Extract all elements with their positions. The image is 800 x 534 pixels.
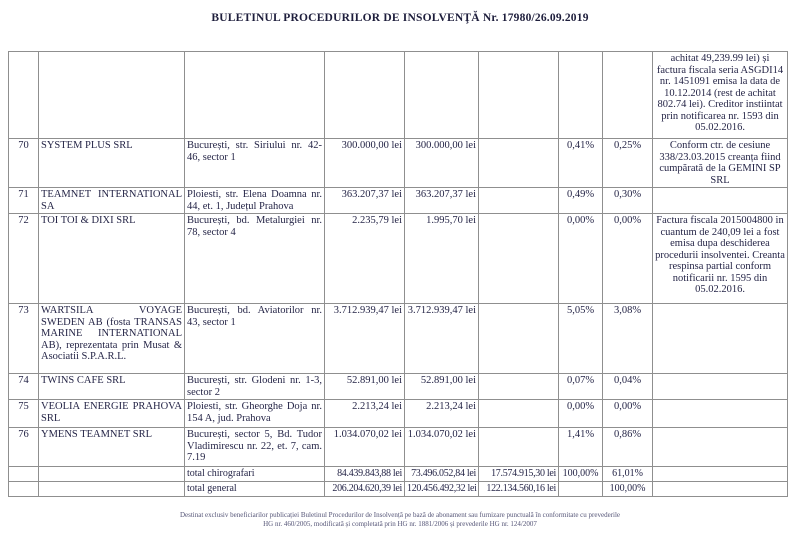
- cell-nr: 71: [9, 188, 39, 214]
- cell-creditor-name: WARTSILA VOYAGE SWEDEN AB (fosta TRANSAS MARINE INTERNATIONAL AB), reprezentata prin Musat & Asociatii S.P.A.R.L.: [39, 304, 185, 374]
- table-row: [9, 139, 788, 188]
- cell-creditor-name: [39, 482, 185, 497]
- footer-line-2: HG nr. 460/2005, modificată și completată prin HG nr. 1881/2006 și prevederile HG nr. 124/2007: [263, 520, 537, 528]
- cell-amount-accepted: [405, 52, 479, 139]
- cell-amount-rejected: [479, 52, 559, 139]
- cell-pct-group: 0,00%: [559, 400, 603, 428]
- cell-address: București, str. Siriului nr. 42-46, sector 1: [185, 139, 325, 188]
- cell-total-label: total chirografari: [185, 467, 325, 482]
- cell-pct-total: 0,30%: [603, 188, 653, 214]
- cell-amount-rejected: [479, 188, 559, 214]
- cell-creditor-name: TEAMNET INTERNATIONAL SA: [39, 188, 185, 214]
- cell-amount-declared: 2.213,24 lei: [325, 400, 405, 428]
- cell-nr: [9, 52, 39, 139]
- cell-pct-total: 3,08%: [603, 304, 653, 374]
- cell-amount-declared: 3.712.939,47 lei: [325, 304, 405, 374]
- cell-nr: 74: [9, 374, 39, 400]
- cell-pct-total: 0,00%: [603, 400, 653, 428]
- cell-pct-group: [559, 482, 603, 497]
- cell-observations: [653, 304, 788, 374]
- cell-amount-declared: 300.000,00 lei: [325, 139, 405, 188]
- cell-amount-rejected: [479, 304, 559, 374]
- table-row: [9, 304, 788, 374]
- cell-pct-total: 100,00%: [603, 482, 653, 497]
- cell-pct-group: 0,00%: [559, 214, 603, 304]
- cell-amount-rejected: [479, 374, 559, 400]
- cell-nr: 72: [9, 214, 39, 304]
- table-row: [9, 374, 788, 400]
- cell-pct-total: 0,25%: [603, 139, 653, 188]
- cell-amount-declared: 2.235,79 lei: [325, 214, 405, 304]
- cell-amount-accepted: 2.213,24 lei: [405, 400, 479, 428]
- creditors-table: [8, 51, 788, 497]
- cell-creditor-name: TWINS CAFE SRL: [39, 374, 185, 400]
- cell-address: Ploiesti, str. Gheorghe Doja nr. 154 A, jud. Prahova: [185, 400, 325, 428]
- table-row: [9, 214, 788, 304]
- cell-amount-declared: 52.891,00 lei: [325, 374, 405, 400]
- cell-pct-group: 1,41%: [559, 428, 603, 467]
- cell-amount-declared: 1.034.070,02 lei: [325, 428, 405, 467]
- cell-pct-total: 0,00%: [603, 214, 653, 304]
- page-footer: [0, 511, 800, 529]
- continuation-row: [9, 52, 788, 139]
- cell-nr: 76: [9, 428, 39, 467]
- cell-address: [185, 52, 325, 139]
- cell-observations: achitat 49,239.99 lei) și factura fiscala seria ASGDI14 nr. 1451091 emisa la data de 10.12.2014 (rest de achitat 802.74 lei). Creditor instiintat prin notificarea nr. 1593 din 05.02.2016.: [653, 52, 788, 139]
- cell-creditor-name: TOI TOI & DIXI SRL: [39, 214, 185, 304]
- cell-address: Ploiesti, str. Elena Doamna nr. 44, et. 1, Județul Prahova: [185, 188, 325, 214]
- page-title: BULETINUL PROCEDURILOR DE INSOLVENŢĂ Nr. 17980/26.09.2019: [211, 12, 589, 24]
- cell-pct-total: [603, 52, 653, 139]
- cell-creditor-name: [39, 467, 185, 482]
- cell-amount-accepted: 1.995,70 lei: [405, 214, 479, 304]
- table-row: [9, 188, 788, 214]
- cell-amount-accepted: 1.034.070,02 lei: [405, 428, 479, 467]
- cell-observations: [653, 467, 788, 482]
- cell-pct-total: 0,86%: [603, 428, 653, 467]
- cell-observations: [653, 374, 788, 400]
- cell-amount-declared: 84.439.843,88 lei: [325, 467, 405, 482]
- cell-pct-group: 0,41%: [559, 139, 603, 188]
- cell-pct-group: 0,49%: [559, 188, 603, 214]
- cell-observations: [653, 482, 788, 497]
- total-row: [9, 482, 788, 497]
- cell-observations: Factura fiscala 2015004800 in cuantum de 240,09 lei a fost emisa dupa deschiderea procedurii insolventei. Creanta respinsa partial conform notificarii nr. 1595 din 05.02.2016.: [653, 214, 788, 304]
- creditor-table-body: [9, 52, 788, 497]
- cell-pct-group: 100,00%: [559, 467, 603, 482]
- cell-creditor-name: VEOLIA ENERGIE PRAHOVA SRL: [39, 400, 185, 428]
- cell-nr: [9, 467, 39, 482]
- table-row: [9, 428, 788, 467]
- cell-amount-rejected: 17.574.915,30 lei: [479, 467, 559, 482]
- cell-address: București, bd. Aviatorilor nr. 43, sector 1: [185, 304, 325, 374]
- cell-amount-accepted: 300.000,00 lei: [405, 139, 479, 188]
- cell-address: București, bd. Metalurgiei nr. 78, sector 4: [185, 214, 325, 304]
- cell-amount-rejected: [479, 214, 559, 304]
- cell-pct-group: [559, 52, 603, 139]
- table-row: [9, 400, 788, 428]
- total-row: [9, 467, 788, 482]
- cell-nr: 70: [9, 139, 39, 188]
- cell-observations: [653, 400, 788, 428]
- cell-creditor-name: [39, 52, 185, 139]
- cell-nr: [9, 482, 39, 497]
- cell-nr: 75: [9, 400, 39, 428]
- cell-amount-accepted: 363.207,37 lei: [405, 188, 479, 214]
- cell-pct-total: 61,01%: [603, 467, 653, 482]
- cell-pct-total: 0,04%: [603, 374, 653, 400]
- cell-amount-rejected: 122.134.560,16 lei: [479, 482, 559, 497]
- cell-amount-declared: 363.207,37 lei: [325, 188, 405, 214]
- cell-observations: [653, 188, 788, 214]
- cell-address: București, str. Glodeni nr. 1-3, sector 2: [185, 374, 325, 400]
- cell-amount-declared: [325, 52, 405, 139]
- cell-amount-accepted: 52.891,00 lei: [405, 374, 479, 400]
- cell-nr: 73: [9, 304, 39, 374]
- cell-amount-rejected: [479, 428, 559, 467]
- cell-pct-group: 0,07%: [559, 374, 603, 400]
- cell-amount-rejected: [479, 400, 559, 428]
- cell-amount-accepted: 3.712.939,47 lei: [405, 304, 479, 374]
- cell-address: București, sector 5, Bd. Tudor Vladimirescu nr. 22, et. 7, cam. 7.19: [185, 428, 325, 467]
- footer-line-1: Destinat exclusiv beneficiarilor publicației Buletinul Procedurilor de Insolvență pe bază de abonament sau furnizare punctuală în conformitate cu prevederile: [179, 511, 621, 519]
- cell-total-label: total general: [185, 482, 325, 497]
- cell-amount-declared: 206.204.620,39 lei: [325, 482, 405, 497]
- cell-observations: Conform ctr. de cesiune 338/23.03.2015 creanța fiind cumpărată de la GEMINI SP SRL: [653, 139, 788, 188]
- cell-amount-accepted: 120.456.492,32 lei: [405, 482, 479, 497]
- cell-creditor-name: YMENS TEAMNET SRL: [39, 428, 185, 467]
- cell-amount-accepted: 73.496.052,84 lei: [405, 467, 479, 482]
- cell-creditor-name: SYSTEM PLUS SRL: [39, 139, 185, 188]
- cell-pct-group: 5,05%: [559, 304, 603, 374]
- cell-observations: [653, 428, 788, 467]
- cell-amount-rejected: [479, 139, 559, 188]
